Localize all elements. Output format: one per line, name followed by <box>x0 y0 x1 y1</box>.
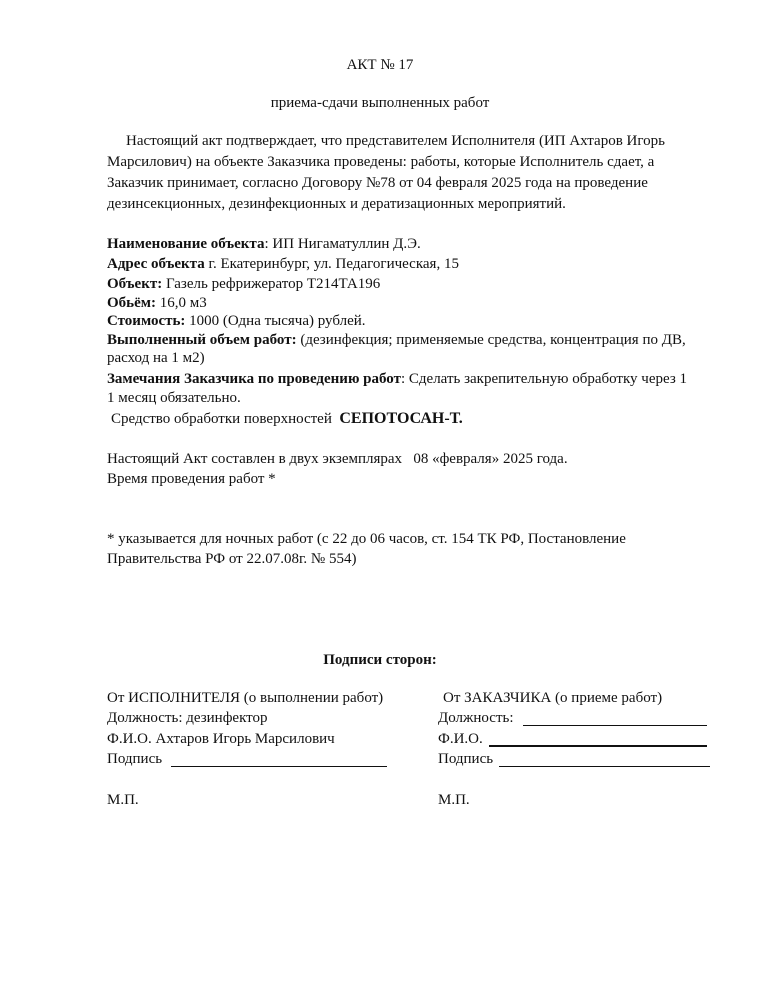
remarks-field <box>107 371 687 388</box>
composed-line <box>107 451 568 468</box>
object-name-value: : ИП Нигаматуллин Д.Э. <box>264 236 421 252</box>
intro-line-2: Марсилович) на объекте Заказчика проведены: работы, которые Исполнитель сдает, а <box>107 154 655 170</box>
footnote-line-2: Правительства РФ от 22.07.08г. № 554) <box>107 551 357 567</box>
cost-label: Стоимость: <box>107 313 186 329</box>
object-field <box>107 276 380 293</box>
executor-name: Ф.И.О. Ахтаров Игорь Марсилович <box>107 731 335 747</box>
object-name-label: Наименование объекта <box>107 236 265 252</box>
customer-signature-line <box>499 766 710 767</box>
executor-position: Должность: дезинфектор <box>107 710 268 726</box>
volume-field <box>107 295 207 312</box>
intro-line-4: дезинсекционных, дезинфекционных и дератизационных мероприятий. <box>107 196 566 212</box>
customer-position-label: Должность: <box>438 710 514 726</box>
remarks-label: Замечания Заказчика по проведению работ <box>107 371 401 387</box>
work-value-line-2: расход на 1 м2) <box>107 350 205 366</box>
customer-signature-label: Подпись <box>438 751 494 767</box>
footnote-line-1: * указывается для ночных работ (с 22 до 06 часов, ст. 154 ТК РФ, Постановление <box>107 531 626 547</box>
intro-line-1: Настоящий акт подтверждает, что представителем Исполнителя (ИП Ахтаров Игорь <box>126 133 665 149</box>
executor-header: От ИСПОЛНИТЕЛЯ (о выполнении работ) <box>107 690 384 706</box>
composed-date: 08 «февраля» 2025 года. <box>413 451 568 467</box>
customer-stamp: М.П. <box>438 792 470 808</box>
customer-name-label: Ф.И.О. <box>438 731 483 747</box>
remarks-value-line-1: : Сделать закрепительную обработку через 1 <box>400 371 688 387</box>
volume-value: 16,0 м3 <box>155 295 207 311</box>
work-value-line-1: (дезинфекция; применяемые средства, концентрация по ДВ, <box>296 332 686 348</box>
object-value: Газель рефрижератор Т214ТА196 <box>162 276 381 292</box>
intro-line-3: Заказчик принимает, согласно Договору №78 от 04 февраля 2025 года на проведение <box>107 175 648 191</box>
agent-name: СЕПОТОСАН-Т. <box>339 410 463 427</box>
document-title: АКТ № 17 <box>346 57 414 73</box>
address-label: Адрес объекта <box>107 256 205 272</box>
executor-signature-line <box>171 766 387 767</box>
signatures-title: Подписи сторон: <box>323 652 437 668</box>
executor-stamp: М.П. <box>107 792 139 808</box>
object-name-field <box>107 236 421 253</box>
agent-line <box>111 410 463 428</box>
work-field <box>107 332 686 349</box>
address-field <box>107 256 459 273</box>
remarks-value-line-2: 1 месяц обязательно. <box>107 390 241 406</box>
address-value: г. Екатеринбург, ул. Педагогическая, 15 <box>204 256 459 272</box>
object-label: Объект: <box>107 276 163 292</box>
work-time: Время проведения работ * <box>107 471 276 487</box>
executor-signature-label: Подпись <box>107 751 163 767</box>
customer-header: От ЗАКАЗЧИКА (о приеме работ) <box>443 690 663 706</box>
customer-position-line <box>523 725 707 726</box>
cost-value: 1000 (Одна тысяча) рублей. <box>185 313 366 329</box>
volume-label: Обьём: <box>107 295 156 311</box>
work-label: Выполненный объем работ: <box>107 332 297 348</box>
cost-field <box>107 313 366 330</box>
customer-name-line <box>489 745 707 747</box>
composed-text: Настоящий Акт составлен в двух экземплярах <box>107 451 403 467</box>
agent-text: Средство обработки поверхностей <box>111 411 332 427</box>
document-subtitle: приема-сдачи выполненных работ <box>270 95 490 111</box>
